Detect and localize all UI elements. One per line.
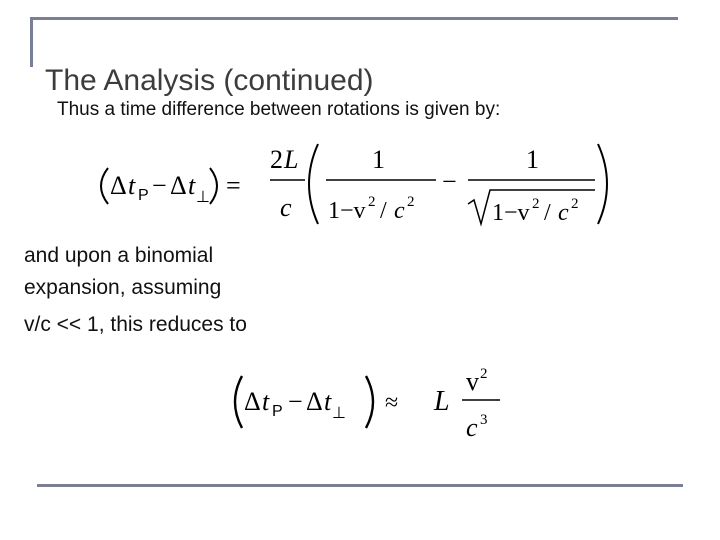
svg-text:c: c	[280, 193, 292, 222]
svg-text:⊥: ⊥	[332, 405, 346, 422]
svg-text:−: −	[442, 167, 457, 196]
body-line-2: expansion, assuming	[24, 276, 222, 299]
svg-text:2: 2	[571, 196, 579, 212]
svg-text:2: 2	[368, 194, 376, 210]
svg-text:≈: ≈	[385, 390, 399, 416]
slide-title: The Analysis (continued)	[45, 64, 374, 97]
svg-text:2: 2	[407, 194, 415, 210]
svg-text:Δ: Δ	[110, 171, 127, 200]
equation-2	[228, 360, 518, 444]
equation-1-lhs	[101, 168, 241, 206]
left-rule	[30, 17, 33, 67]
svg-text:t: t	[324, 387, 332, 416]
svg-text:Δ: Δ	[244, 387, 261, 416]
svg-text:c: c	[466, 413, 478, 442]
svg-text:Δ: Δ	[170, 171, 187, 200]
svg-text:t: t	[188, 171, 196, 200]
svg-text:1: 1	[372, 145, 385, 174]
svg-text:3: 3	[480, 412, 488, 428]
intro-text: Thus a time difference between rotations is given by:	[57, 99, 501, 120]
svg-text:P: P	[138, 187, 149, 204]
svg-text:/: /	[380, 198, 387, 224]
bottom-rule	[37, 484, 683, 487]
svg-text:L: L	[434, 386, 450, 417]
svg-text:1−v: 1−v	[492, 200, 530, 226]
svg-text:2: 2	[480, 366, 488, 382]
svg-text:v: v	[466, 367, 479, 396]
svg-text:−: −	[152, 171, 167, 200]
svg-text:t: t	[262, 387, 270, 416]
svg-text:1: 1	[526, 145, 539, 174]
svg-text:L: L	[284, 145, 299, 174]
top-rule	[30, 17, 678, 20]
body-line-3: v/c << 1, this reduces to	[24, 313, 247, 336]
svg-text:−: −	[288, 387, 303, 416]
svg-text:c: c	[394, 198, 405, 224]
equation-1	[90, 138, 620, 230]
svg-text:P: P	[272, 403, 283, 420]
svg-text:Δ: Δ	[306, 387, 323, 416]
body-line-1: and upon a binomial	[24, 244, 214, 267]
svg-text:2: 2	[270, 145, 283, 174]
svg-text:t: t	[128, 171, 136, 200]
svg-text:2: 2	[532, 196, 540, 212]
svg-text:=: =	[226, 171, 241, 200]
svg-text:⊥: ⊥	[196, 189, 210, 206]
svg-text:1−v: 1−v	[328, 198, 366, 224]
svg-text:/: /	[544, 200, 551, 226]
svg-text:c: c	[558, 200, 569, 226]
